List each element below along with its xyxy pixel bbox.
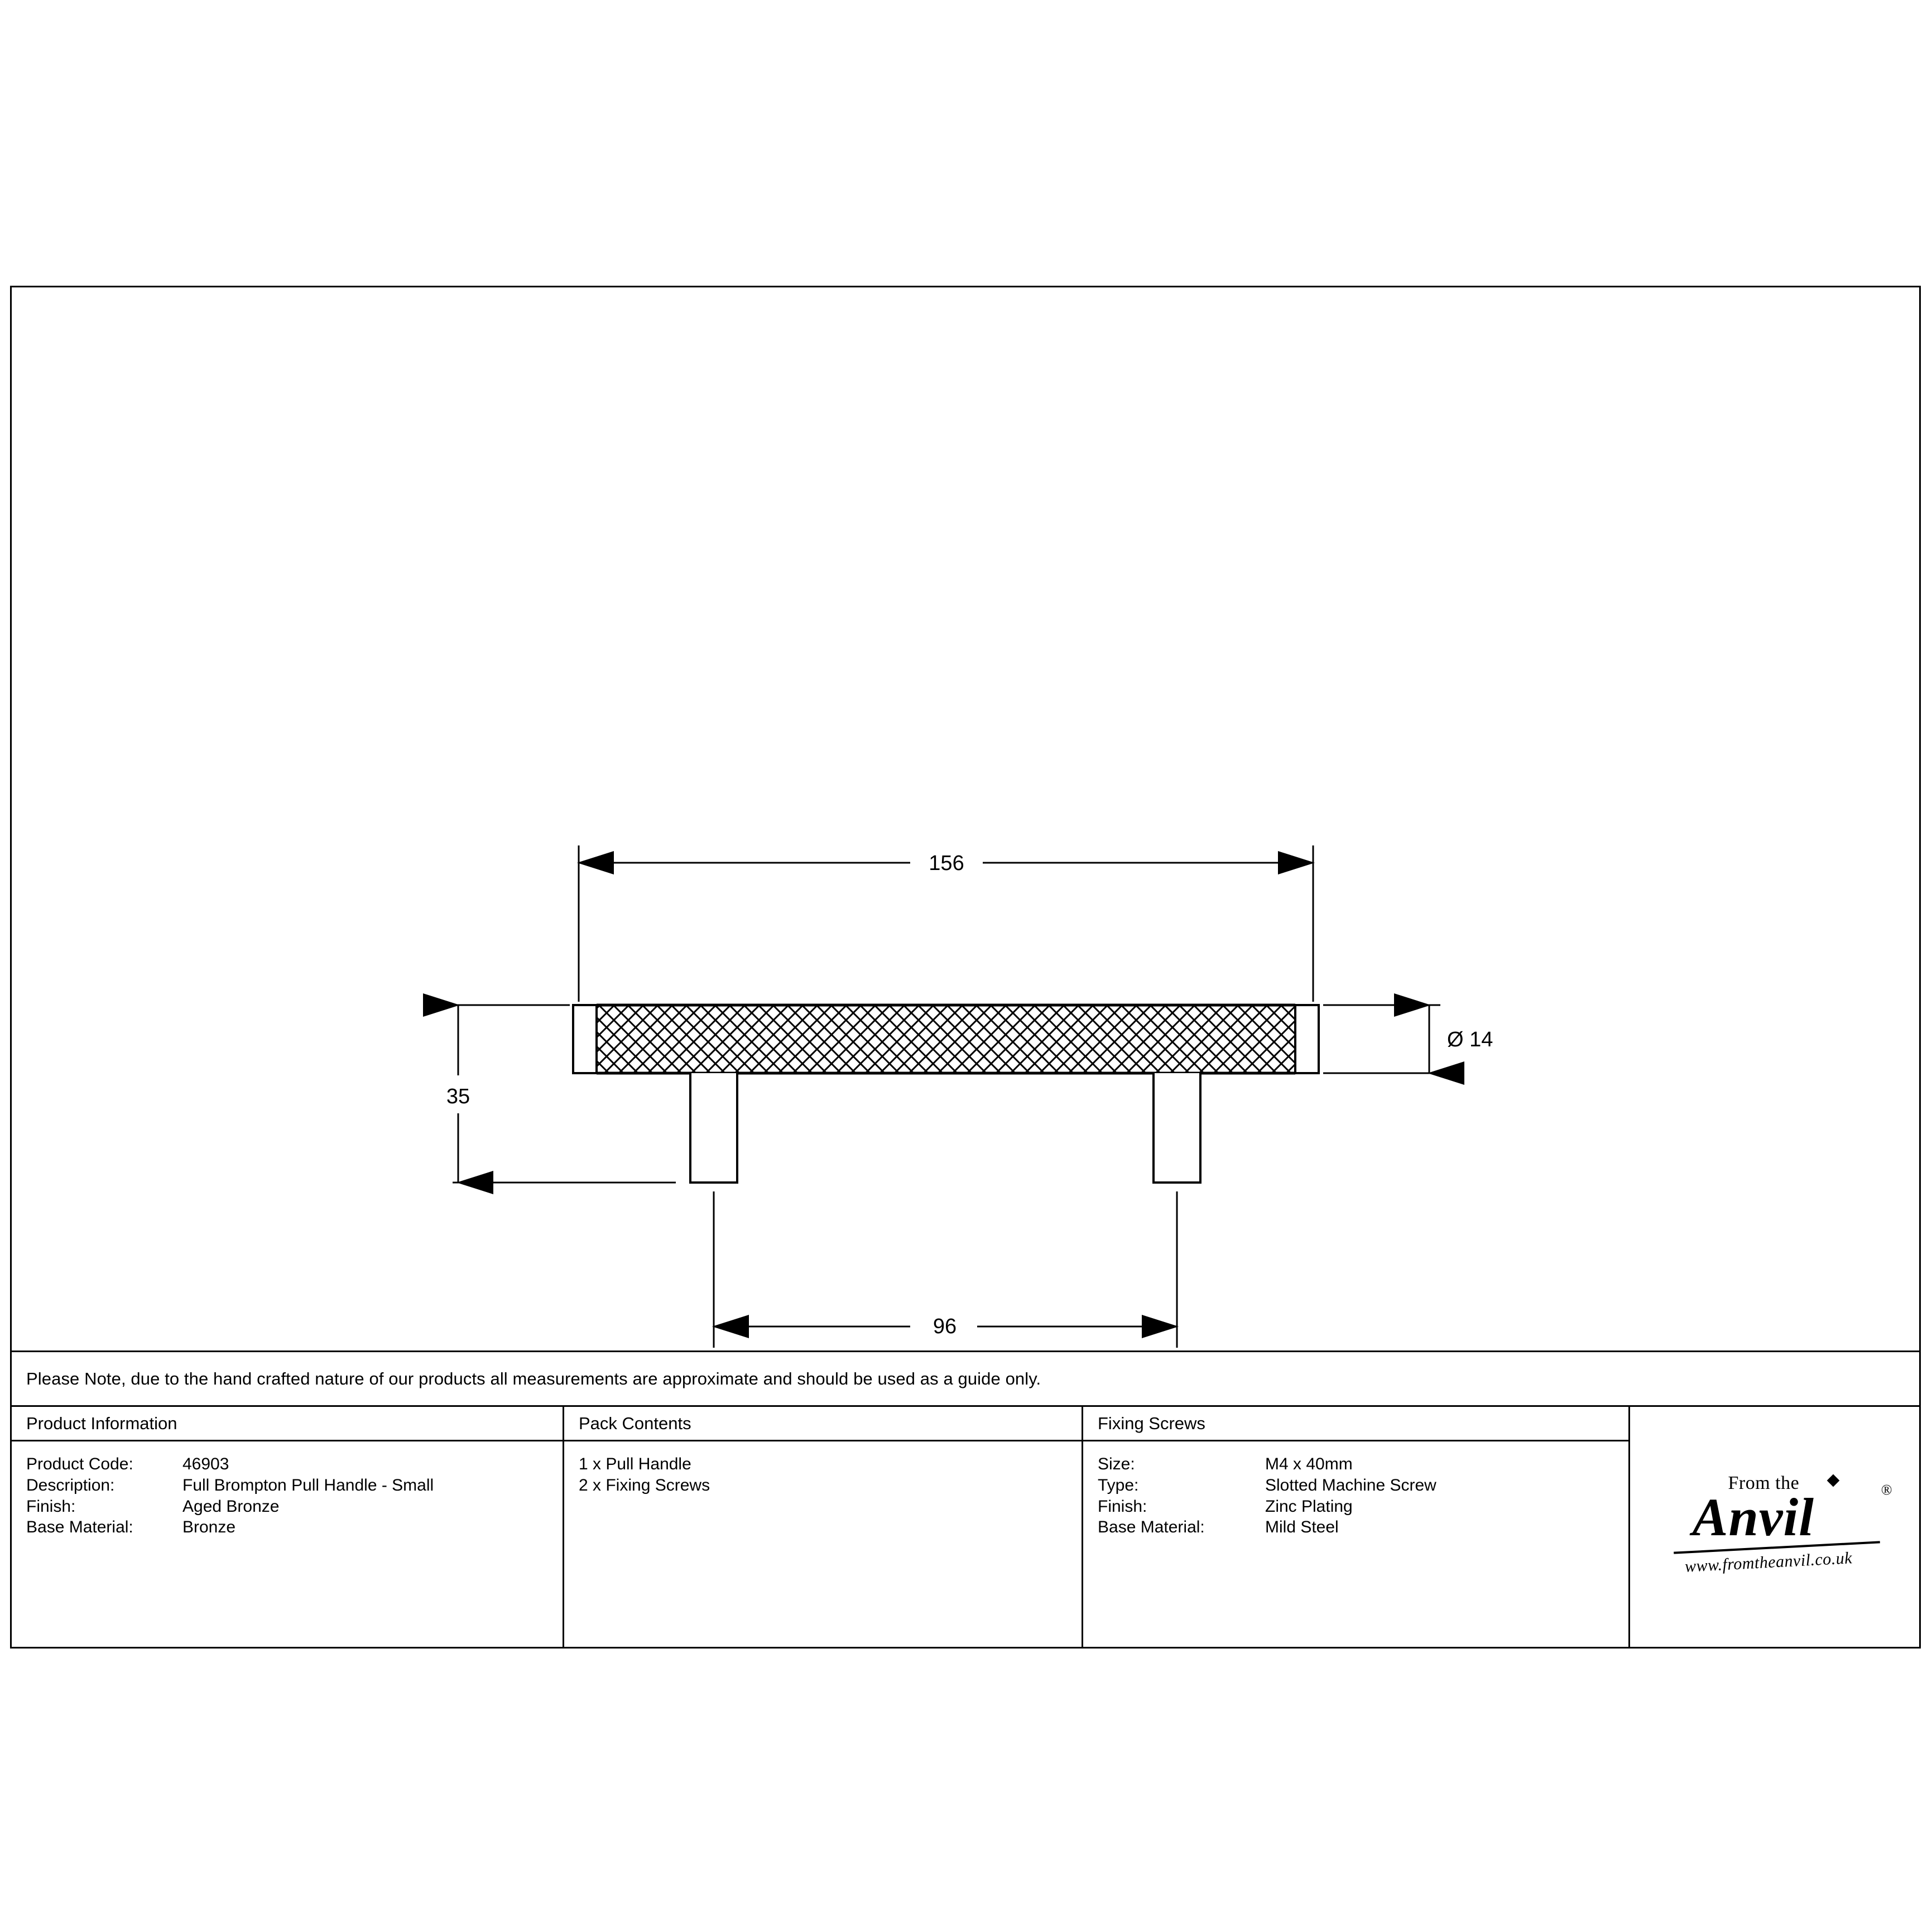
screw-base-material-label: Base Material: <box>1098 1518 1205 1537</box>
logo-from-the-text: From the <box>1728 1473 1800 1493</box>
product-information-column <box>12 1407 564 1647</box>
pack-contents-heading: Pack Contents <box>564 1407 1082 1441</box>
fixing-screws-body <box>1083 1441 1628 1538</box>
pack-contents-column <box>564 1407 1083 1647</box>
table-row <box>26 1475 563 1496</box>
logo-anvil-text: Anvil <box>1692 1487 1814 1547</box>
product-code-value: 46903 <box>182 1455 229 1473</box>
pack-contents-body <box>564 1441 1082 1496</box>
table-row <box>26 1517 563 1538</box>
screw-base-material-value: Mild Steel <box>1265 1518 1339 1537</box>
product-information-body <box>12 1441 563 1538</box>
dim-diameter: Ø 14 <box>1447 1028 1493 1051</box>
product-code-label: Product Code: <box>26 1455 133 1473</box>
dim-overall-length: 156 <box>929 852 964 875</box>
screw-finish-value: Zinc Plating <box>1265 1497 1353 1516</box>
logo-registered-mark: ® <box>1881 1482 1892 1498</box>
screw-type-value: Slotted Machine Screw <box>1265 1476 1436 1494</box>
product-information-heading: Product Information <box>12 1407 563 1441</box>
diamond-icon <box>1827 1474 1839 1487</box>
list-item: 2 x Fixing Screws <box>579 1476 710 1494</box>
from-the-anvil-logo <box>1651 1463 1897 1591</box>
description-value: Full Brompton Pull Handle - Small <box>182 1476 434 1494</box>
description-label: Description: <box>26 1476 115 1494</box>
table-row <box>1098 1454 1628 1475</box>
screw-type-label: Type: <box>1098 1476 1139 1494</box>
handle-drawing-svg <box>12 287 1919 1351</box>
dim-centres: 96 <box>933 1315 957 1338</box>
info-table <box>12 1405 1919 1647</box>
screw-size-label: Size: <box>1098 1455 1135 1473</box>
dim-projection: 35 <box>446 1085 470 1108</box>
table-row <box>1098 1475 1628 1496</box>
brand-logo-column <box>1630 1407 1917 1647</box>
table-row <box>26 1454 563 1475</box>
finish-value: Aged Bronze <box>182 1497 280 1516</box>
screw-size-value: M4 x 40mm <box>1265 1455 1353 1473</box>
technical-drawing-area <box>12 287 1919 1351</box>
fixing-screws-column <box>1083 1407 1630 1647</box>
table-row <box>26 1496 563 1517</box>
logo-website-url: www.fromtheanvil.co.uk <box>1684 1549 1853 1576</box>
finish-label: Finish: <box>26 1497 76 1516</box>
table-row <box>1098 1517 1628 1538</box>
base-material-value: Bronze <box>182 1518 236 1537</box>
measurement-note-row <box>12 1351 1919 1405</box>
base-material-label: Base Material: <box>26 1518 133 1537</box>
list-item: 1 x Pull Handle <box>579 1455 691 1473</box>
screw-finish-label: Finish: <box>1098 1497 1147 1516</box>
table-row <box>1098 1496 1628 1517</box>
drawing-sheet <box>10 286 1921 1649</box>
fixing-screws-heading: Fixing Screws <box>1083 1407 1628 1441</box>
measurement-note-text: Please Note, due to the hand crafted nature of our products all measurements are approximate and should be used as a guide only. <box>26 1368 1041 1388</box>
